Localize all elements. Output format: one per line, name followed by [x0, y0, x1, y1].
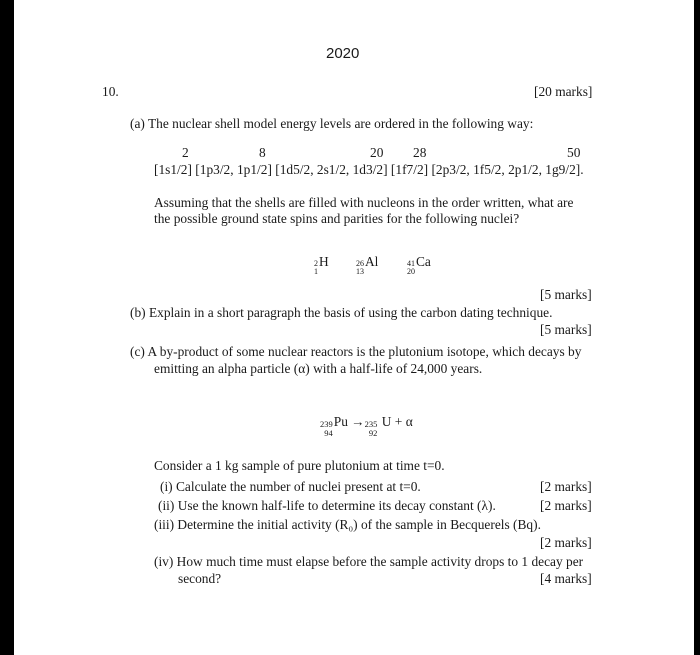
nucleus-al: 26 13 Al [356, 254, 379, 276]
magic-number: 28 [413, 145, 427, 160]
part-c-line2: emitting an alpha particle (α) with a half-life of 24,000 years. [154, 361, 483, 376]
part-a-intro: (a) The nuclear shell model energy levels are ordered in the following way: [130, 116, 534, 131]
page-year: 2020 [326, 45, 360, 62]
magic-number: 20 [370, 145, 384, 160]
sub-question-iv-line1: (iv) How much time must elapse before the sample activity drops to 1 decay per [154, 554, 584, 569]
question-number: 10. [102, 84, 119, 99]
part-a-marks: [5 marks] [540, 287, 592, 302]
sub-question-i: (i) Calculate the number of nuclei present at t=0. [160, 479, 421, 494]
sub-question-iv-marks: [4 marks] [540, 571, 592, 586]
sub-question-iv-line2: second? [178, 571, 222, 586]
sub-question-ii: (ii) Use the known half-life to determine its decay constant (λ). [158, 498, 496, 513]
magic-number: 2 [182, 145, 189, 160]
consider-text: Consider a 1 kg sample of pure plutonium at time t=0. [154, 458, 445, 473]
left-border [0, 0, 14, 655]
sub-question-iii-marks: [2 marks] [540, 535, 592, 550]
part-a-question-line1: Assuming that the shells are filled with nucleons in the order written, what are [154, 195, 574, 210]
part-b-text: (b) Explain in a short paragraph the basis of using the carbon dating technique. [130, 305, 553, 320]
part-a-question-line2: the possible ground state spins and parities for the following nuclei? [154, 211, 520, 226]
magic-number: 50 [567, 145, 581, 160]
nucleus-h: 2 1 H [314, 254, 329, 276]
right-border [694, 0, 700, 655]
sub-question-ii-marks: [2 marks] [540, 498, 592, 513]
energy-levels: [1s1/2] [1p3/2, 1p1/2] [1d5/2, 2s1/2, 1d3/2] [1f7/2] [2p3/2, 1f5/2, 2p1/2, 1g9/2]. [154, 162, 584, 177]
magic-number: 8 [259, 145, 266, 160]
part-c-line1: (c) A by-product of some nuclear reactors is the plutonium isotope, which decays by [130, 344, 582, 359]
part-b-marks: [5 marks] [540, 322, 592, 337]
total-marks: [20 marks] [534, 84, 593, 99]
decay-equation: 239 94 Pu → 235 92 U + α [320, 414, 413, 438]
sub-question-i-marks: [2 marks] [540, 479, 592, 494]
sub-question-iii: (iii) Determine the initial activity (R₀) of the sample in Becquerels (Bq). [154, 517, 541, 532]
nucleus-ca: 41 20 Ca [407, 254, 431, 276]
